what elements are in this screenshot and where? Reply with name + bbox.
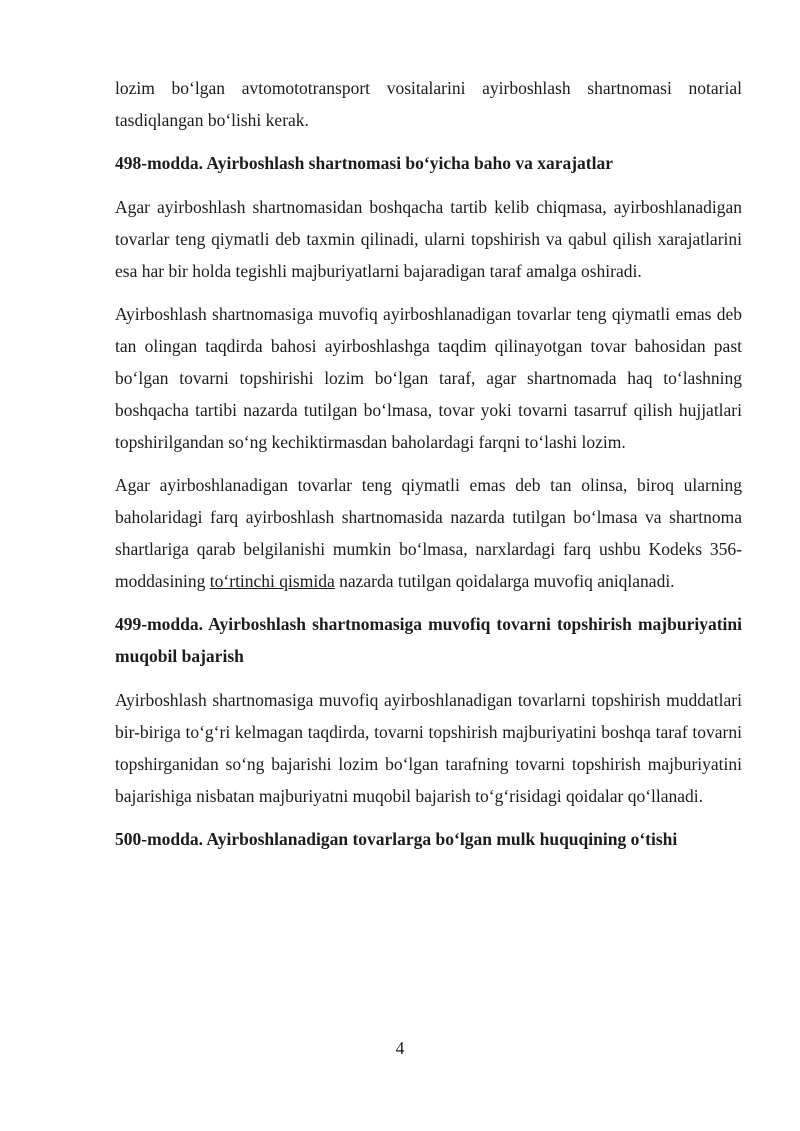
article-500-heading: 500-modda. Ayirboshlanadigan tovarlarga bo‘lgan mulk huquqining o‘tishi bbox=[115, 829, 678, 849]
article-498-heading: 498-modda. Ayirboshlash shartnomasi bo‘yicha baho va xarajatlar bbox=[115, 153, 613, 173]
article-498-paragraph-1: Agar ayirboshlash shartnomasidan boshqacha tartib kelib chiqmasa, ayirboshlanadigan tovarlar teng qiymatli deb taxmin qilinadi, ularni topshirish va qabul qilish xarajatlarini esa har bir holda tegishli majburiyatlarni bajaradigan taraf amalga oshiradi. bbox=[115, 197, 742, 281]
article-498-paragraph-2: Ayirboshlash shartnomasiga muvofiq ayirboshlanadigan tovarlar teng qiymatli emas deb tan olingan taqdirda bahosi ayirboshlashga taqdim qilinayotgan tovar bahosidan past bo‘lgan tovarni topshirishi lozim bo‘lgan taraf, agar shartnomada haq to‘lashning boshqacha tartibi nazarda tutilgan bo‘lmasa, tovar yoki tovarni tasarruf qilish hujjatlari topshirilgandan so‘ng kechiktirmasdan baholardagi farqni to‘lashi lozim. bbox=[115, 304, 742, 452]
article-498-paragraph-3 bbox=[115, 469, 742, 597]
reference-link[interactable]: to‘rtinchi qismida bbox=[209, 571, 335, 591]
article-499-paragraph: Ayirboshlash shartnomasiga muvofiq ayirboshlanadigan tovarlarni topshirish muddatlari bir-biriga to‘g‘ri kelmagan taqdirda, tovarni topshirish majburiyatini boshqa taraf tovarni topshirganidan so‘ng bajarishi lozim bo‘lgan tarafning tovarni topshirish majburiyatini bajarishiga nisbatan majburiyatni muqobil bajarish to‘g‘risidagi qoidalar qo‘llanadi. bbox=[115, 690, 742, 806]
paragraph-text-after-link: nazarda tutilgan qoidalarga muvofiq aniqlanadi. bbox=[334, 571, 675, 591]
paragraph-text-before-link: Agar ayirboshlanadigan tovarlar teng qiymatli emas deb tan olinsa, biroq ularning baholaridagi farq ayirboshlash shartnomasida nazarda tutilgan bo‘lmasa va shartnoma shartlariga qarab belgilanishi mumkin bo‘lmasa, narxlardagi farq ushbu Kodeks 356-moddasining bbox=[115, 475, 742, 591]
page-number: 4 bbox=[395, 1038, 405, 1058]
article-499-heading: 499-modda. Ayirboshlash shartnomasiga muvofiq tovarni topshirish majburiyatini muqobil bajarish bbox=[115, 614, 742, 666]
paragraph-continuation: lozim bo‘lgan avtomototransport vositalarini ayirboshlash shartnomasi notarial tasdiqlangan bo‘lishi kerak. bbox=[115, 78, 742, 130]
page-content bbox=[115, 72, 742, 867]
